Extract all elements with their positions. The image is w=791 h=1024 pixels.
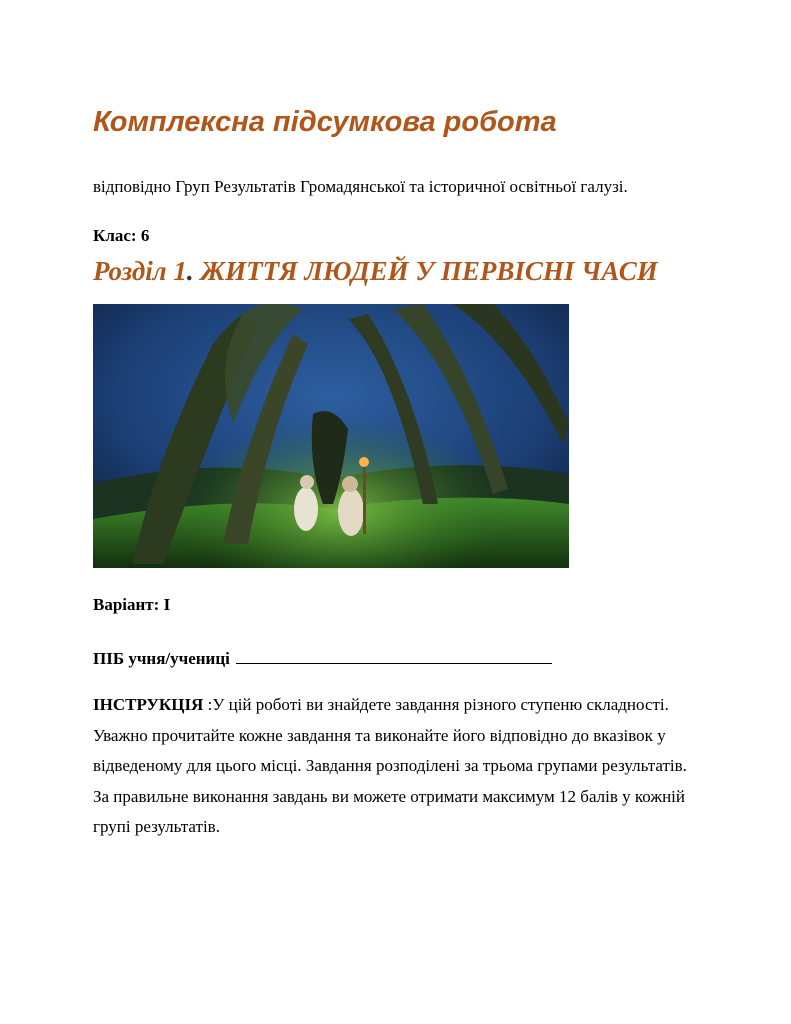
section-heading <box>93 256 658 287</box>
instruction-text-3: відведеному для цього місці. Завдання розподілені за трьома групами результатів. <box>93 756 687 775</box>
student-name-label: ПІБ учня/учениці <box>93 649 230 668</box>
instruction-text-2: Уважно прочитайте кожне завдання та виконайте його відповідно до вказівок у <box>93 725 666 745</box>
instruction-text-5: групі результатів. <box>93 817 220 836</box>
page-title: Комплексна підсумкова робота <box>93 106 557 138</box>
student-name-field[interactable] <box>236 649 552 664</box>
section-separator: . <box>186 256 194 286</box>
instruction-heading: ІНСТРУКЦІЯ <box>93 695 204 714</box>
section-number: Розділ 1 <box>93 256 187 286</box>
subtitle: відповідно Груп Результатів Громадянської та історичної освітньої галузі. <box>93 177 628 196</box>
section-name: ЖИТТЯ ЛЮДЕЙ У ПЕРВІСНІ ЧАСИ <box>193 256 658 286</box>
instruction-text-4: За правильне виконання завдань ви можете отримати максимум 12 балів у кожній <box>93 786 686 806</box>
grade-label: Клас: 6 <box>93 226 150 245</box>
instruction-block <box>93 690 753 843</box>
variant-label: Варіант: І <box>93 595 171 614</box>
instruction-line-1 <box>93 690 753 721</box>
student-name-row <box>93 649 552 669</box>
instruction-text-1: :У цій роботі ви знайдете завдання різного ступеню складності. <box>203 695 669 714</box>
prehistoric-people-night-forest-photo <box>93 304 569 568</box>
